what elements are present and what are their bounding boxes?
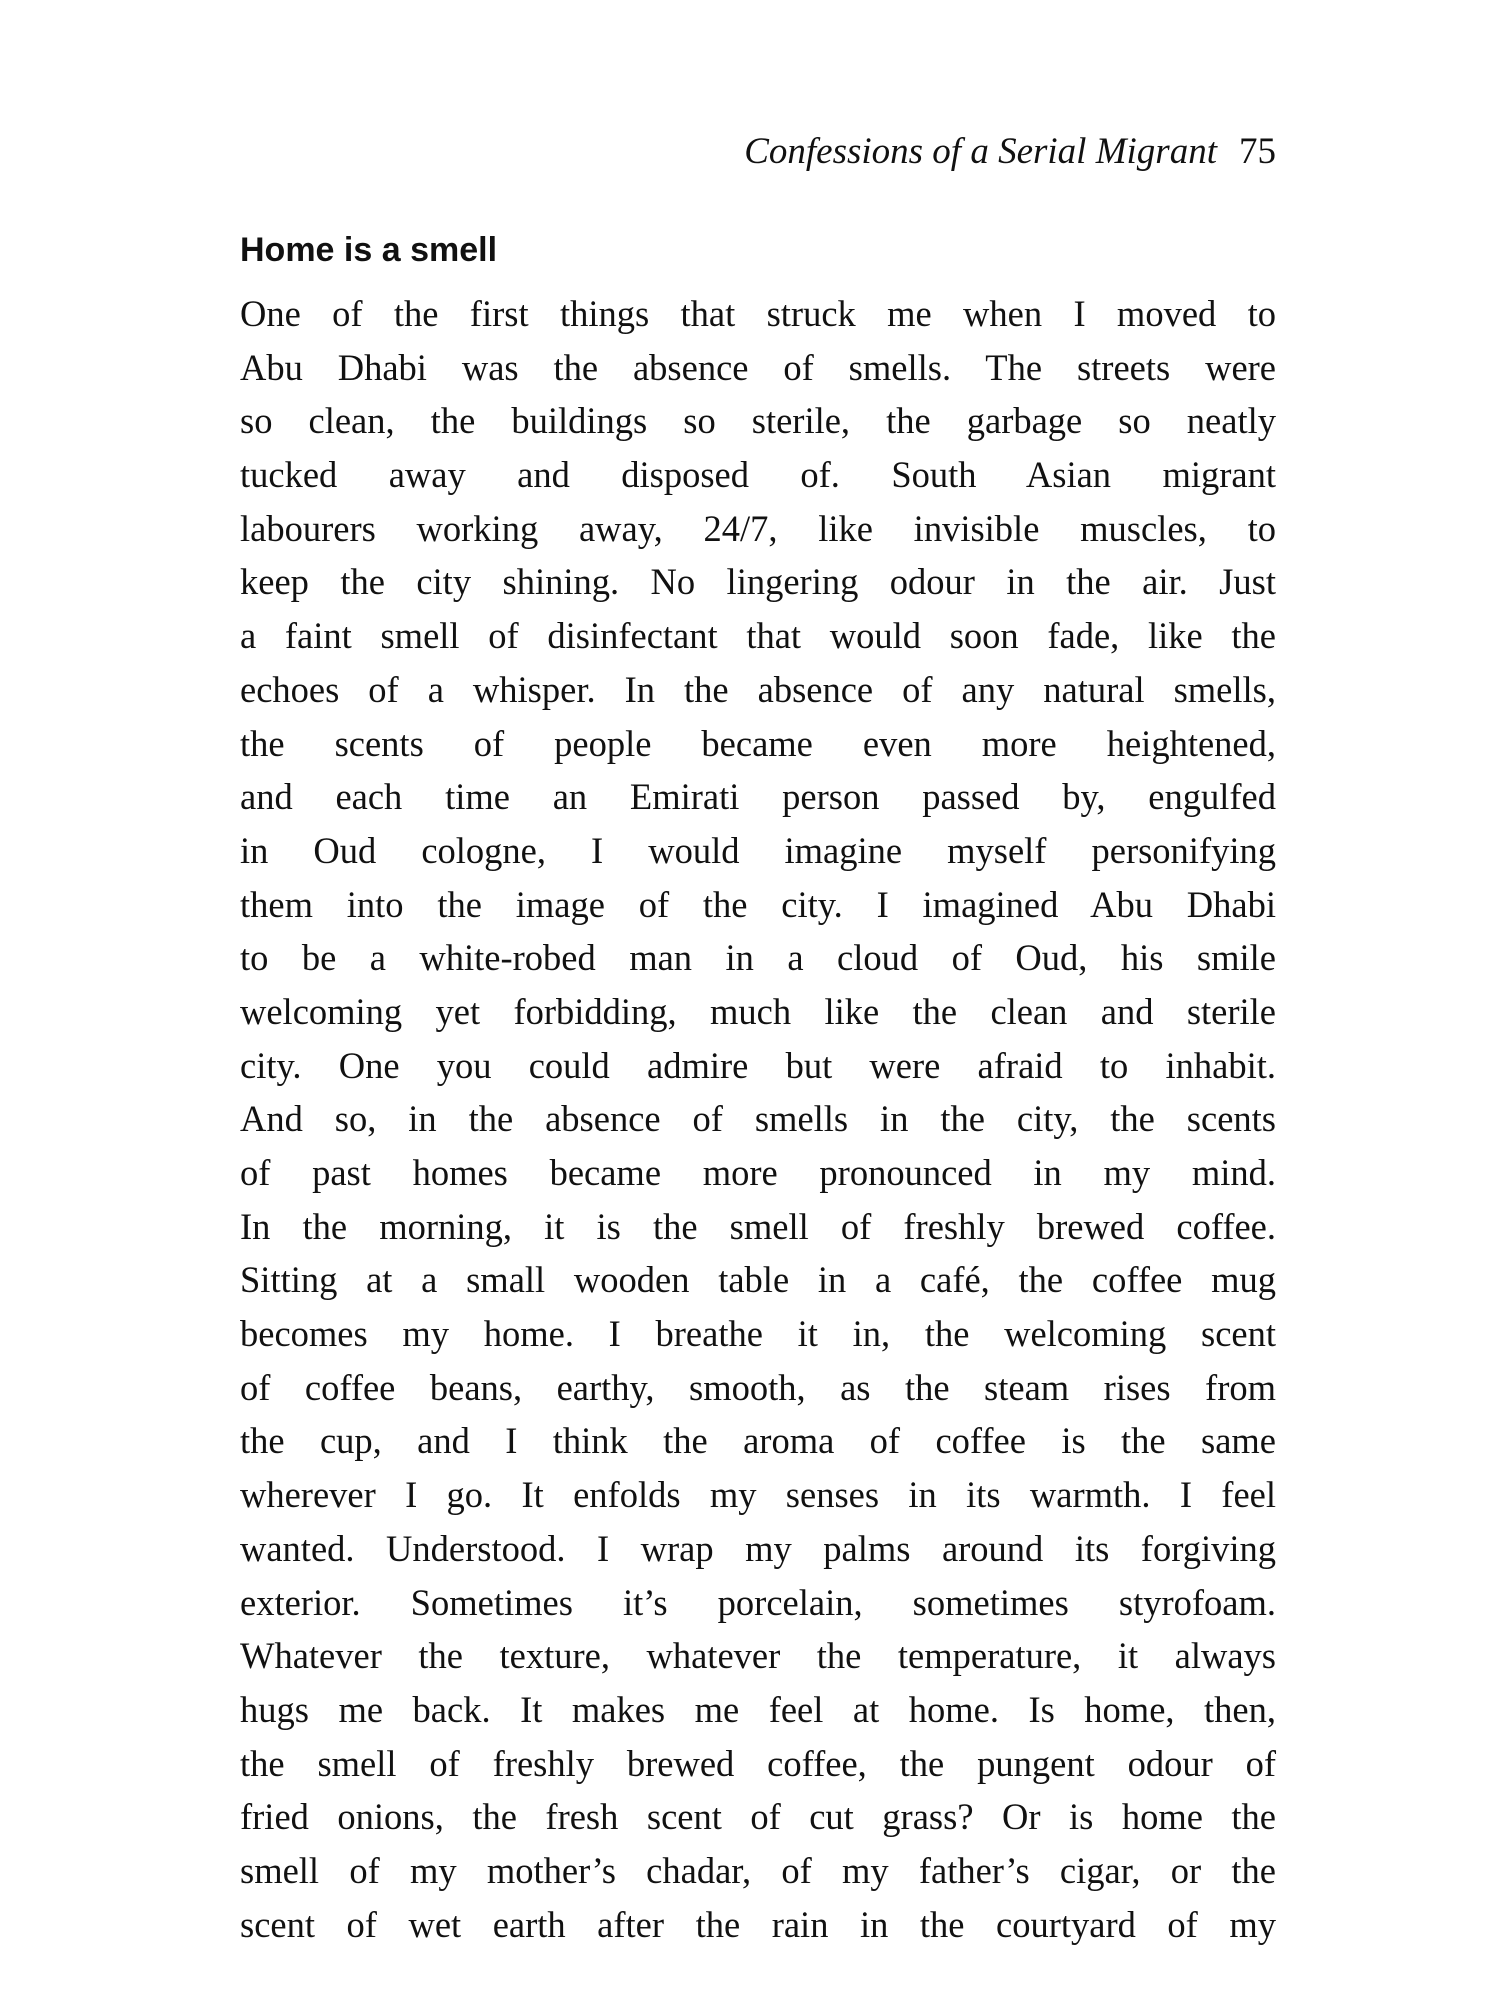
text-line: welcoming yet forbidding, much like the clean and sterile xyxy=(240,990,1276,1032)
book-title: Confessions of a Serial Migrant xyxy=(744,131,1217,172)
text-line: of past homes became more pronounced in my mind. xyxy=(240,1152,1276,1193)
text-line: hugs me back. It makes me feel at home. Is home, then, xyxy=(240,1688,1276,1730)
text-line: exterior. Sometimes it’s porcelain, sometimes styrofoam. xyxy=(240,1581,1276,1623)
text-line: One of the first things that struck me when I moved to xyxy=(240,293,1276,334)
text-line: and each time an Emirati person passed by, engulfed xyxy=(240,776,1276,818)
text-line: In the morning, it is the smell of freshly brewed coffee. xyxy=(240,1205,1276,1247)
text-line: echoes of a whisper. In the absence of any natural smells, xyxy=(240,668,1276,710)
text-line: the cup, and I think the aroma of coffee is the same xyxy=(240,1420,1276,1462)
text-line: to be a white-robed man in a cloud of Oud, his smile xyxy=(240,937,1276,979)
text-line: Abu Dhabi was the absence of smells. The streets were xyxy=(240,346,1276,388)
text-line: wanted. Understood. I wrap my palms around its forgiving xyxy=(240,1527,1276,1569)
text-line: them into the image of the city. I imagined Abu Dhabi xyxy=(240,883,1276,925)
body-text xyxy=(240,287,1276,1951)
text-line: scent of wet earth after the rain in the courtyard of my xyxy=(240,1903,1276,1945)
page-number: 75 xyxy=(1239,131,1276,172)
text-line: wherever I go. It enfolds my senses in its warmth. I feel xyxy=(240,1474,1276,1516)
text-line: becomes my home. I breathe it in, the welcoming scent xyxy=(240,1313,1276,1355)
text-line: tucked away and disposed of. South Asian migrant xyxy=(240,454,1276,496)
text-line: the scents of people became even more heightened, xyxy=(240,722,1276,764)
section-heading: Home is a smell xyxy=(240,231,498,269)
running-head xyxy=(240,128,1276,176)
text-line: of coffee beans, earthy, smooth, as the steam rises from xyxy=(240,1366,1276,1408)
text-line: city. One you could admire but were afraid to inhabit. xyxy=(240,1044,1276,1086)
text-line: the smell of freshly brewed coffee, the pungent odour of xyxy=(240,1742,1276,1784)
text-line: labourers working away, 24/7, like invisible muscles, to xyxy=(240,507,1276,549)
text-line: smell of my mother’s chadar, of my father’s cigar, or the xyxy=(240,1849,1276,1891)
text-line: a faint smell of disinfectant that would soon fade, like the xyxy=(240,615,1276,657)
text-line: Sitting at a small wooden table in a café, the coffee mug xyxy=(240,1259,1276,1301)
text-line: And so, in the absence of smells in the city, the scents xyxy=(240,1098,1276,1140)
text-line: keep the city shining. No lingering odour in the air. Just xyxy=(240,561,1276,603)
text-line: fried onions, the fresh scent of cut grass? Or is home the xyxy=(240,1796,1276,1838)
text-line: Whatever the texture, whatever the temperature, it always xyxy=(240,1635,1276,1677)
text-line: in Oud cologne, I would imagine myself personifying xyxy=(240,829,1276,871)
text-line: so clean, the buildings so sterile, the garbage so neatly xyxy=(240,400,1276,442)
